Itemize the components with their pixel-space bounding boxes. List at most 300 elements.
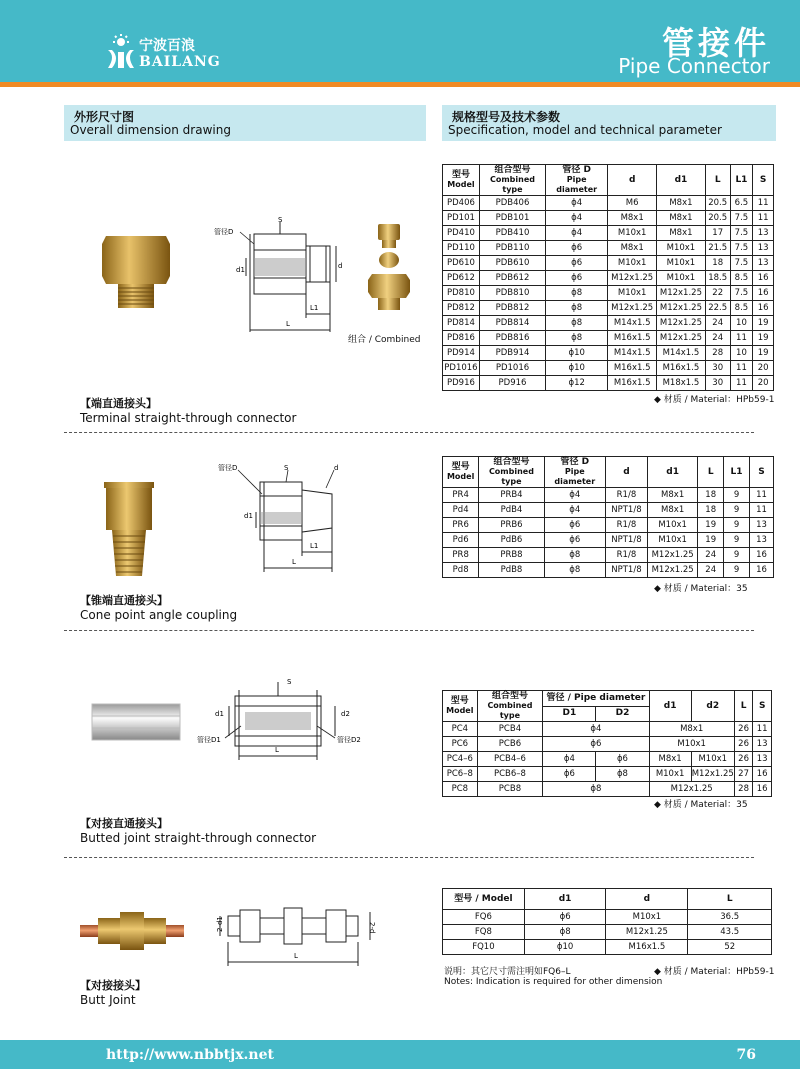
table-cell: PRB6 — [479, 518, 544, 533]
header-comb-cn: 组合型号 — [493, 457, 530, 467]
caption-en: Butt Joint — [80, 993, 136, 1007]
table-cell: 16 — [753, 767, 772, 782]
table-cell: M8x1 — [647, 503, 697, 518]
table-cell: M12x1.25 — [657, 316, 706, 331]
table-row — [443, 241, 774, 256]
table-body — [443, 488, 774, 578]
table-cell: PD914 — [443, 346, 480, 361]
table-cell: 7.5 — [730, 226, 753, 241]
table-butt-joint — [442, 888, 772, 955]
table-cell: R1/8 — [605, 518, 647, 533]
table-cell: PD110 — [443, 241, 480, 256]
table-header-row — [443, 457, 774, 488]
table-cell: PDB406 — [479, 196, 545, 211]
table-cell: PRB4 — [479, 488, 544, 503]
table-cell: 26 — [734, 737, 753, 752]
table-cell: ϕ4 — [543, 722, 649, 737]
label-d: d — [334, 464, 339, 472]
material-note: ◆ 材质 / Material：35 — [654, 800, 748, 810]
caption-cn: 【对接直通接头】 — [80, 817, 168, 830]
label-l1: L1 — [310, 542, 319, 550]
table-cell: 24 — [705, 331, 730, 346]
table-row — [443, 518, 774, 533]
table-cell: M8x1 — [608, 211, 657, 226]
table-cell: PR4 — [443, 488, 479, 503]
table-cell: M12x1.25 — [647, 563, 697, 578]
table-cell: M14x1.5 — [608, 316, 657, 331]
table-cell: M8x1 — [647, 488, 697, 503]
material-note: ◆ 材质 / Material：HPb59-1 — [654, 967, 775, 977]
table-body — [443, 910, 772, 955]
table-cell: PD612 — [443, 271, 480, 286]
table-cell: M10x1 — [647, 518, 697, 533]
table-cell: PC4–6 — [443, 752, 478, 767]
table-cell: PdB6 — [479, 533, 544, 548]
caption-en: Terminal straight-through connector — [80, 411, 297, 425]
header-pipe-cn: 管径 D — [560, 457, 590, 467]
label-l: L — [292, 558, 296, 566]
table-cell: 18 — [698, 503, 724, 518]
table-cell: PD610 — [443, 256, 480, 271]
note-en: Notes: Indication is required for other dimension — [444, 977, 663, 987]
header-d1: d1 — [657, 165, 706, 196]
table-cell: PD410 — [443, 226, 480, 241]
table-cell: ϕ6 — [596, 752, 649, 767]
table-cell: M10x1 — [608, 226, 657, 241]
table-cell: 19 — [753, 331, 774, 346]
caption-en: Cone point angle coupling — [80, 608, 238, 622]
table-cell: 28 — [734, 782, 753, 797]
table-cell: PD406 — [443, 196, 480, 211]
table-row — [443, 925, 772, 940]
table-cell: PCB4 — [477, 722, 543, 737]
table-cell: ϕ6 — [546, 241, 608, 256]
table-cell: PDB812 — [479, 301, 545, 316]
table-cell: PCB8 — [477, 782, 543, 797]
cone-coupling-photo — [102, 480, 156, 580]
table-cell: ϕ6 — [543, 767, 596, 782]
table-cell: M10x1 — [647, 533, 697, 548]
combined-connector-photo — [366, 222, 412, 312]
table-cell: 19 — [753, 316, 774, 331]
caption-cn: 【锥端直通接头】 — [80, 594, 168, 607]
header-pipe-en: Pipe diameter — [556, 175, 598, 194]
table-cell: 13 — [753, 226, 774, 241]
header-model-cn: 型号 — [450, 696, 469, 706]
butt-joint-drawing — [210, 898, 386, 970]
table-cell: M10x1 — [657, 271, 706, 286]
table-cell: PD812 — [443, 301, 480, 316]
combined-label: 组合 / Combined — [348, 335, 421, 345]
header-model-en: Model — [447, 180, 475, 189]
table-cell: PCB6 — [477, 737, 543, 752]
table-cell: PR6 — [443, 518, 479, 533]
table-cell: 9 — [724, 518, 750, 533]
table-cell: 18.5 — [705, 271, 730, 286]
logo-english: BAILANG — [139, 54, 221, 70]
table-cell: M18x1.5 — [657, 376, 706, 391]
label-l: L — [286, 320, 290, 328]
caption-cone-coupling — [80, 592, 237, 622]
header-d: d — [608, 165, 657, 196]
table-cell: PD1016 — [443, 361, 480, 376]
caption-butt-joint — [80, 977, 146, 1007]
header-d2: d2 — [691, 691, 734, 722]
header-d: d — [606, 889, 688, 910]
table-cell: 11 — [749, 488, 773, 503]
table-row — [443, 940, 772, 955]
table-terminal-connector — [442, 164, 774, 391]
table-cell: ϕ8 — [544, 548, 605, 563]
label-pipe-d: 管径D — [214, 228, 234, 236]
table-cell: M10x1 — [608, 286, 657, 301]
section-divider — [64, 630, 754, 631]
table-cell: 20.5 — [705, 196, 730, 211]
table-cell: PRB8 — [479, 548, 544, 563]
table-cell: ϕ4 — [546, 226, 608, 241]
header-comb-en: Combined type — [487, 701, 533, 720]
table-cell: ϕ4 — [543, 752, 596, 767]
section-specification — [442, 105, 776, 141]
table-cell: ϕ6 — [544, 533, 605, 548]
label-pipe-d1: 管径D1 — [197, 736, 221, 744]
table-cell: ϕ6 — [544, 518, 605, 533]
table-cell: 11 — [730, 376, 753, 391]
table-cell: M10x1 — [606, 910, 688, 925]
table-cell: PR8 — [443, 548, 479, 563]
table-cell: ϕ10 — [524, 940, 606, 955]
table-row — [443, 533, 774, 548]
table-cell: 20.5 — [705, 211, 730, 226]
table-cell: 20 — [753, 361, 774, 376]
table-cell: 13 — [753, 241, 774, 256]
table-cell: Pd4 — [443, 503, 479, 518]
header-pipe-en: Pipe diameter — [554, 467, 596, 486]
table-cell: PDB110 — [479, 241, 545, 256]
table-cell: M8x1 — [657, 226, 706, 241]
table-cell: 7.5 — [730, 211, 753, 226]
table-cell: R1/8 — [605, 548, 647, 563]
label-two-d: 2-d — [368, 922, 376, 934]
terminal-connector-drawing — [210, 212, 350, 340]
table-cell: 43.5 — [688, 925, 772, 940]
table-cell: 13 — [753, 752, 772, 767]
header-model-cn: 型号 — [451, 170, 470, 180]
table-cell: 52 — [688, 940, 772, 955]
table-cell: M12x1.25 — [657, 286, 706, 301]
table-cell: M16x1.5 — [608, 376, 657, 391]
caption-en: Butted joint straight-through connector — [80, 831, 317, 845]
table-row — [443, 271, 774, 286]
table-header-row — [443, 165, 774, 196]
table-cell: ϕ6 — [524, 910, 606, 925]
table-cell: Pd6 — [443, 533, 479, 548]
table-cell: M16x1.5 — [606, 940, 688, 955]
table-cell: PD814 — [443, 316, 480, 331]
table-body — [443, 722, 772, 797]
page-title-chinese: 管接件 — [661, 24, 770, 62]
header-l: L — [705, 165, 730, 196]
table-cell: ϕ6 — [546, 271, 608, 286]
table-cell: 24 — [698, 563, 724, 578]
section-overall-dimension — [64, 105, 426, 141]
table-cell: M12x1.25 — [657, 301, 706, 316]
table-cell: 21.5 — [705, 241, 730, 256]
table-cell: M12x1.25 — [649, 782, 734, 797]
table-row — [443, 346, 774, 361]
table-cell: 16 — [749, 548, 773, 563]
table-cell: 7.5 — [730, 241, 753, 256]
header-l1: L1 — [724, 457, 750, 488]
table-cell: 18 — [705, 256, 730, 271]
header-l1: L1 — [730, 165, 753, 196]
section-title-cn: 规格型号及技术参数 — [452, 110, 561, 124]
table-cell: M16x1.5 — [608, 331, 657, 346]
material-note: ◆ 材质 / Material：35 — [654, 584, 748, 594]
table-row — [443, 211, 774, 226]
table-cell: 9 — [724, 548, 750, 563]
butt-joint-note — [444, 964, 662, 987]
table-row — [443, 488, 774, 503]
table-cell: PC6–8 — [443, 767, 478, 782]
table-cell: ϕ8 — [546, 331, 608, 346]
table-row — [443, 301, 774, 316]
label-l: L — [294, 952, 298, 960]
header-l: L — [734, 691, 753, 722]
table-row — [443, 910, 772, 925]
table-cell: M6 — [608, 196, 657, 211]
table-cell: PDB410 — [479, 226, 545, 241]
table-cell: PDB610 — [479, 256, 545, 271]
table-cell: PC8 — [443, 782, 478, 797]
page-title-english: Pipe Connector — [618, 54, 770, 78]
table-cell: PdB4 — [479, 503, 544, 518]
table-cell: M12x1.25 — [606, 925, 688, 940]
table-cell: 9 — [724, 488, 750, 503]
table-row — [443, 503, 774, 518]
header-model-cn: 型号 — [451, 462, 470, 472]
table-row — [443, 286, 774, 301]
table-cell: M14x1.5 — [608, 346, 657, 361]
butt-joint-photo — [78, 908, 186, 954]
table-butted-connector — [442, 690, 772, 797]
table-cell: M10x1 — [649, 737, 734, 752]
table-cell: PDB914 — [479, 346, 545, 361]
header-model: 型号 / Model — [443, 889, 525, 910]
header-accent-strip — [0, 82, 800, 87]
table-cell: NPT1/8 — [605, 563, 647, 578]
table-cell: 7.5 — [730, 286, 753, 301]
table-cell: 19 — [753, 346, 774, 361]
table-cell: PDB101 — [479, 211, 545, 226]
table-row — [443, 331, 774, 346]
table-cell: PD810 — [443, 286, 480, 301]
table-cell: PD816 — [443, 331, 480, 346]
table-cell: 26 — [734, 722, 753, 737]
table-cell: 13 — [749, 533, 773, 548]
table-cell: 10 — [730, 316, 753, 331]
table-cell: NPT1/8 — [605, 533, 647, 548]
note-cn: 说明：其它尺寸需注明如FQ6–L — [444, 967, 571, 977]
table-cell: PCB6–8 — [477, 767, 543, 782]
table-cell: M8x1 — [649, 752, 691, 767]
label-d1: d1 — [236, 266, 245, 274]
table-cell: 26 — [734, 752, 753, 767]
table-cell: 18 — [698, 488, 724, 503]
table-cell: ϕ4 — [546, 211, 608, 226]
table-cell: 8.5 — [730, 271, 753, 286]
cone-coupling-drawing — [210, 460, 350, 580]
header-pipe-range: 管径 / Pipe diameter — [543, 691, 649, 707]
table-row — [443, 752, 772, 767]
header-d: d — [605, 457, 647, 488]
caption-butted-connector — [80, 815, 316, 845]
header-D1: D1 — [543, 706, 596, 722]
section-divider — [64, 432, 754, 433]
section-title-cn: 外形尺寸图 — [74, 110, 135, 124]
bailang-logo-icon — [106, 34, 136, 70]
header-d1: d1 — [647, 457, 697, 488]
table-cell: ϕ10 — [546, 346, 608, 361]
table-cell: 10 — [730, 346, 753, 361]
table-cell: 36.5 — [688, 910, 772, 925]
table-cell: 13 — [753, 737, 772, 752]
table-cell: M10x1 — [691, 752, 734, 767]
table-cell: 27 — [734, 767, 753, 782]
label-d1: d1 — [244, 512, 253, 520]
header-l: L — [698, 457, 724, 488]
table-cell: ϕ12 — [546, 376, 608, 391]
header-s: S — [749, 457, 773, 488]
table-cell: M12x1.25 — [608, 301, 657, 316]
table-cell: 16 — [749, 563, 773, 578]
table-row — [443, 376, 774, 391]
caption-cn: 【对接接头】 — [80, 979, 146, 992]
table-cell: PdB8 — [479, 563, 544, 578]
table-cell: 24 — [698, 548, 724, 563]
label-pipe-d2: 管径D2 — [337, 736, 361, 744]
table-row — [443, 782, 772, 797]
table-row — [443, 548, 774, 563]
table-cell: R1/8 — [605, 488, 647, 503]
table-cell: 19 — [698, 533, 724, 548]
label-s: S — [278, 216, 283, 224]
table-cell: 6.5 — [730, 196, 753, 211]
table-cell: 22.5 — [705, 301, 730, 316]
table-cell: 11 — [753, 211, 774, 226]
table-row — [443, 722, 772, 737]
table-cell: M10x1 — [649, 767, 691, 782]
table-cell: 20 — [753, 376, 774, 391]
table-cell: 11 — [753, 722, 772, 737]
section-title-en: Specification, model and technical parameter — [448, 123, 722, 137]
table-cell: 9 — [724, 533, 750, 548]
table-body — [443, 196, 774, 391]
table-cell: ϕ8 — [546, 301, 608, 316]
table-cell: PC6 — [443, 737, 478, 752]
header-comb-en: Combined type — [488, 467, 534, 486]
table-cell: M16x1.5 — [608, 361, 657, 376]
table-cell: ϕ8 — [546, 286, 608, 301]
table-row — [443, 361, 774, 376]
website-link[interactable]: http://www.nbbtjx.net — [106, 1047, 274, 1063]
table-cell: ϕ4 — [544, 503, 605, 518]
label-pipe-d: 管径D — [218, 464, 238, 472]
table-header-row — [443, 691, 772, 707]
table-cell: 8.5 — [730, 301, 753, 316]
table-cell: 17 — [705, 226, 730, 241]
section-title-en: Overall dimension drawing — [70, 123, 231, 137]
table-cell: 11 — [753, 196, 774, 211]
table-cell: M14x1.5 — [657, 346, 706, 361]
table-cell: ϕ8 — [596, 767, 649, 782]
table-cell: 30 — [705, 376, 730, 391]
caption-terminal-connector — [80, 395, 296, 425]
table-cell: M16x1.5 — [657, 361, 706, 376]
header-s: S — [753, 165, 774, 196]
table-cell: M8x1 — [608, 241, 657, 256]
table-cell: M8x1 — [657, 211, 706, 226]
table-cell: M8x1 — [657, 196, 706, 211]
logo-chinese: 宁波百浪 — [139, 38, 195, 54]
table-cell: 13 — [753, 256, 774, 271]
header-comb-en: Combined type — [489, 175, 535, 194]
table-cell: FQ8 — [443, 925, 525, 940]
header-model-en: Model — [446, 706, 474, 715]
table-cell: ϕ8 — [546, 316, 608, 331]
table-cell: PC4 — [443, 722, 478, 737]
section-divider — [64, 857, 754, 858]
table-cell: ϕ4 — [544, 488, 605, 503]
table-cell: NPT1/8 — [605, 503, 647, 518]
table-cell: 24 — [705, 316, 730, 331]
table-cell: 16 — [753, 286, 774, 301]
table-cell: PDB814 — [479, 316, 545, 331]
label-d1: d1 — [215, 710, 224, 718]
table-header-row — [443, 889, 772, 910]
table-cell: 11 — [730, 361, 753, 376]
label-d2: d2 — [341, 710, 350, 718]
table-cell: ϕ6 — [546, 256, 608, 271]
table-cell: Pd8 — [443, 563, 479, 578]
label-l: L — [275, 746, 279, 754]
table-cell: PD916 — [443, 376, 480, 391]
header-comb-cn: 组合型号 — [494, 165, 531, 175]
butted-connector-drawing — [195, 676, 365, 766]
page-number: 76 — [736, 1047, 756, 1063]
header-model-en: Model — [446, 472, 475, 481]
label-s: S — [284, 464, 289, 472]
table-cell: PDB810 — [479, 286, 545, 301]
table-cell: 7.5 — [730, 256, 753, 271]
table-cell: PD101 — [443, 211, 480, 226]
table-cell: 11 — [749, 503, 773, 518]
label-two-d1: 2-d1 — [216, 916, 224, 932]
table-cell: M12x1.25 — [657, 331, 706, 346]
table-cell: M8x1 — [649, 722, 734, 737]
table-cell: M10x1 — [657, 241, 706, 256]
table-cell: ϕ4 — [546, 196, 608, 211]
table-cell: 16 — [753, 271, 774, 286]
table-cell: FQ10 — [443, 940, 525, 955]
table-cone-coupling — [442, 456, 774, 578]
table-cell: 9 — [724, 503, 750, 518]
table-row — [443, 256, 774, 271]
table-cell: 30 — [705, 361, 730, 376]
table-cell: 13 — [749, 518, 773, 533]
table-cell: M12x1.25 — [647, 548, 697, 563]
header-D2: D2 — [596, 706, 649, 722]
